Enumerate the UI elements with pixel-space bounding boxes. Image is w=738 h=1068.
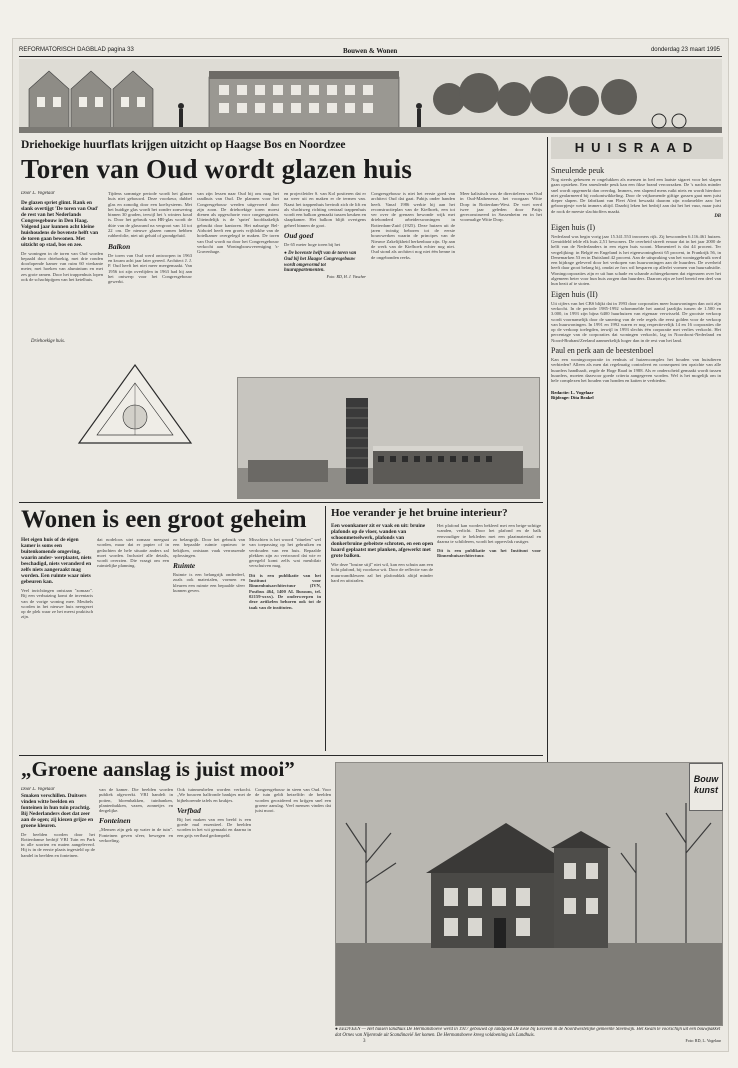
article1-column-2: Tijdens sommige periode wordt het glazen huis niet gebouwd. Deze voorkeur, dubbel glas en zonodig door een koelsysteem. Met het huidige glas wordt het zonder zonwering binnen 30 graden, terwijl het 's winters koud is. Door het gebruik van HR-glas wordt de düte van de glaswand na vergroot van 14 tot 22 cm. De nieuwe glazen ramen hebben rubberfolie, niet uit geluid of grondgeluid. Balkon De toren van Oud werd ontworpen in 1963 en kwam acht jaar later gereed. Architect J. J. P. Oud heeft het niet meer meegemaakt. Van 1956 tot zijn overlijden in 1963 had hij aan het ontwerp voor het Congresgebouw gewerkt.: [108, 191, 192, 285]
article1-byline: Door L. Vogelaar: [21, 191, 55, 196]
paper-name: REFORMATORISCH DAGBLAD pagina 33: [19, 47, 134, 53]
tower-photo-caption: ● De bovenste helft van de toren van Oud bij het Haagse Congresgebouw wordt omgevormd tot huurappartementen.: [284, 251, 357, 274]
article4-sub-verfbad: Verfbad: [177, 805, 201, 815]
article4-column-3: Ook tuinmeubelen worden verkocht. „We bouwen halfronde bankjes met de bijbehorende tafels en krukjes. Verfbad Bij het maken van een beeld is een goede mal essentieel. De beelden worden in het wit gemaakt en daarna in een grijs verfbad gedompeld.: [177, 787, 251, 838]
article1-title: Toren van Oud wordt glazen huis: [21, 154, 413, 184]
article3-note: Dit is een publikatie van het Instituut voor Binnenhuisarchitectuur.: [437, 548, 541, 559]
tower-photo-credit: Foto: RD, H. J. Visscher: [326, 273, 366, 279]
article3-column-1: Een woonkamer zit er vaak en uit: bruine plafonds op de vloer, wanden van schoonmetselwerk, plafonds van donkerbruine gebeitste schroten, en een open haard geplaatst met planken, afgewerkt met grote balken. Wie deze "bruine stijl" niet wil, kan een schuin aan een licht plafond, bij voorkeur wit. Door de reflectie van de muurwandkleuren zal het plafonddak altijd minder hard en uitstralen.: [331, 523, 433, 583]
article4-column-1: Door L. Vogelaar Smaken verschillen. Duitsers vinden witte beelden en fonteinen in hun tuin prachtig. Bij Nederlanders doet dat zeer aan de ogen; zij kiezen grijze en groene kleuren. De beelden worden door het Rotterdamse bedrijf VBI Tuin en Park in alle soorten en maten aangeleverd. Hij is in de eerste plaats ingesteld op de handel in beelden en fonteinen.: [21, 787, 95, 858]
article1-column-6: Meer kalistisch was de directieleen van Oud in Oud-Mathenesse, het voorgaan Witte Dorp in Rotterdam-West. De voet werd twee jaar geleden door Patijs gereconstrueerd in Sassenheim en in het voormalige Witte Dorp.: [460, 191, 542, 223]
article2-column-1: Het eigen huis of de eigen kamer is soms een buitenkomende omgeving, waarin ander- werplaatst, niets beschadigd, niets veranderd en zelfs niets aangeraakt mag worden. Een ruimte waar niets gebeuren kan. Veel inrichtingen ontstaan "zomaar". Bij een verhuizing komt de inventaris van de vorige woning mee. Meubels worden in het nieuwe huis neergezet op de plek waar ze het meest praktisch zijn.: [21, 537, 93, 620]
article2-lead: Het eigen huis of de eigen kamer is soms een buitenkomende omgeving, waarin ander- werplaatst, niets beschadigd, niets veranderd en zelfs niets aangeraakt mag worden. Een ruimte waar niets gebeuren kan.: [21, 537, 92, 585]
article1-column-4: en projectleider S. van Kol positeren dat er na weer uit en maken er de termen van. Naast het trappenhuis bevindt zich de lift en als vluchtweg richting centraal trappenhuis wordt een balkon gemaakt tussen keuken en slaapkamer. Het balkon blijft overigens geheel binnen de goot. Oud goed De 65 meter hoge toren bij het ● De bovenste helft van de toren van Oud bij het Haagse Congresgebouw wordt omgevormd tot huurappartementen. Foto: RD, H. J. Visscher: [284, 191, 366, 279]
header-illustration: [19, 59, 722, 133]
article1-column-3: van zijn lessen naar Oud bij ons mag het raadhuis van Oud. De plannen voor het Congresgebouw werden uitgevoerd door zijn zoon. De driehoekige toren moest dienen als opgeschorte voor congresgasten. Uiteindelijk is de 'spriet' hoofdzakelijk gebruikt door kantoren. Het naburige Bel-Airhotel heeft een groeis vrijblokhe van de hotelkamer overgelegd te maken. De toren van Oud wordt na door het Congresgebouw verkocht aan Woningbouwvereniging 's-Gravenhage.: [197, 191, 279, 255]
article2-column-4: Misschien is het woord "rituelen" wel van toepassing op het gebruiken en verdouden van een huis. Bepaalde plekken zijn zo vertrouwd dat wie er geregeld komt zelfs wat meubilair verschuiven mag. Dit is een publikatie van het Instituut voor Binnenhuisarchitectuur (IVN, Postbus 464, 1400 AL Bussum, tel. 02159-xxxx). De onderwerpen in deze artikelen behoren ook tot de taak van de instituten.: [249, 537, 321, 610]
article2-column-3: zo belangrijk. Door het gebruik van een bepaalde ruimte opnieuw te bekijken, ontstaan vaak verrassende oplossingen. Ruimte Ruimte is een belangrijk onderdeel, zoals ook materialen, vormen en kleuren een ruimte een bepaalde sfeer kunnen geven.: [173, 537, 245, 594]
floorplan-caption: Driehoekige huis.: [31, 339, 66, 344]
article2-title: Wonen is een groot geheim: [21, 506, 307, 533]
article1-sub-oudgoed: Oud goed: [284, 231, 314, 241]
article4-sub-fonteinen: Fonteinen: [99, 816, 131, 826]
huisraad-s1-sign: DB: [714, 214, 721, 220]
huisraad-title: HUISRAAD: [574, 140, 700, 155]
article1-kicker: Driehoekige huurflats krijgen uitzicht op Haagse Bos en Noordzee: [21, 139, 346, 151]
page-folio: 3: [363, 1039, 366, 1044]
floorplan-caption-box: [31, 339, 97, 357]
bouwkunst-label: Bouw kunst: [693, 774, 719, 795]
article3-title: Hoe verander je het bruine interieur?: [331, 507, 508, 519]
article2-note: Dit is een publikatie van het Instituut voor Binnenhuisarchitectuur (IVN, Postbus 464, 1400 AL Bussum, tel. 02159-xxxx). De onderwerpen in deze artikelen behoren ook tot de taak van de instituten.: [249, 572, 321, 610]
huisraad-footer-2: Bijdrage: Dita Brakel: [551, 394, 594, 400]
bouwkunst-badge: [689, 763, 723, 811]
floorplan-drawing: [75, 361, 195, 447]
huisraad-s4: Paul en perk aan de beestenboel: [551, 346, 654, 356]
article4-column-2: van de kamer. Die beelden worden publiek afgewerkt. VBI handelt in potten, bloembakken, tuinbanken, plantenbakken, vazen, zonnetjes en dergelijke. Fonteinen „Mensen zijn gek op water in de tuin". Fonteinen geven sfeer, bewegen en verkoeling.: [99, 787, 173, 844]
article1-column-5: Congresgebouw is niet het eerste goed van architect Oud dat gaat. Pabijs onder handen heeft. Vanaf 1986 werkte hij aan het reconstructieplan van de Kiefhoek, een tot ver over de grenzen bewonde wijk met driehonderd arbeiderswoningen in Rotterdam-Zuid (1925). Deze huizen uit de jaren twintig beboren tot de eerste bouwwerken waarin de principes van de Nieuwe Zakelijkheid herkenbaar zijn. Op aan de werk van de Kiefhoek echter nog niet. Oud stond als architect nog niet één benne in de ongebonden reeks.: [371, 191, 455, 260]
huisraad-s2: Eigen huis (I): [551, 222, 595, 232]
newspaper-page: [12, 38, 729, 1052]
huisraad-footer-1: Redactie: L. Vogelaar: [551, 389, 594, 395]
article1-sub-balkon: Balkon: [108, 241, 131, 251]
article1-lead: De glazen spriet glimt. Rank en slank overtijgt 'De toren van Oud' de rest van het Nederlands Congresgebouw in Den Haag. Volgend jaar kunnen acht kleine huishoudens de bovenste helft van de toren gaan bewonen. Met uitzicht op stad, bos en zee.: [21, 199, 99, 248]
tower-photo: [237, 377, 540, 499]
article4-title: „Groene aanslag is juist mooi”: [21, 757, 295, 781]
article4-column-4: Congresgebouw in steen van Oud. Voor de tuin geldt hetzelfde: de beelden worden geoxideerd en krijgen snel een groene aanslag. Veel mensen vinden dat juist mooi.: [255, 787, 331, 814]
article1-column-1: Door L. Vogelaar De glazen spriet glimt. Rank en slank overtijgt 'De toren van Oud' de rest van het Nederlands Congresgebouw in Den Haag. Volgend jaar kunnen acht kleine huishoudens de bovenste helft van de toren gaan bewonen. Met uitzicht op stad, bos en zee. De woningen in de toren van Oud worden bepaald door driehoekig, met drie ronden doorlopende kamer van ruim 60 vierkante meter, met hoeken van aluminium en met zes grote ramen. Door het trappenhuis lopen ook de schachtpijpen van het ketelhuis.: [21, 191, 103, 283]
house-photo-caption: ● EEDVEEN — Het huisen landhuis De Hermanshoeve werd in 1917 gebouwd op landgoed De Eese bij Eesveen in de Noordwestelijke gemeente Steenwijk. Het kwam te voorschijn uit een bouwpakket dat Ornes van Nijenrode uit Scandinavië liet komen. De Hermanshoeve kreeg voldoeninig als Landhuis.: [335, 1027, 721, 1038]
house-photo: [335, 762, 723, 1026]
huisraad-column: Smeulende peuk Nog steeds gebeuren er ongelukken als mensen in bed een laatste sigaret voor het slapen gaan opsteken. Een smeulende peuk kan een fikse brand veroorzaken. De 's nachts minder snel wordt opgemerkt dan overdag. Immers, een slapend mens ruikt niets en wordt hierdoor niet gealarmeerd bij rookontwikkeling. Door de vrijkomende giftige gassen gaat men juist dieper slapen. De fabrikant van Fleet Alert bewaakt daarom zijn rookmelder aan: het geboorpjesje werkt immers altijd. Daarbij leken het bedrijf aan dat het het vuur, maar juist de rook de meeste slachtoffers maakt. DB Eigen huis (I) Nederland was begin vorig jaar 15.341.553 inwoners rijk. Zij bewoonden 6.116.461 huizen. Gemiddeld telde elk huis 2,51 bewoners. De overheid streeft ernaar dat in het jaar 2000 de helft van de Nederlanders in een eigen huis woont. Momenteel is dat 44 procent. Ter vergelijking: in België en Engeland is het eigenwoningbezit 65 procent, in Frankrijk 56, in Denemarken 53 en in Duitsland 42 procent. Aan de uitspraking van het woninggebruik werd een bijdrage geleverd door het verkopen van huurwoningen aan de huurders. De overheid heeft daar groot belang bij, omdat ze fors wil besparen op allerlei vormen van huursubsidie. Woningcorporaties zijn er uit hun schade en schande achtergekomen dat eigenaren over het algemeen beter voor hun huis zorgen dan huurders. Daarom zijn ze heel bereid een deel van hun bezit af te stoten. Eigen huis (II) Uit cijfers van het CBS blijkt dat in 1993 door corporaties meer huurwoningen dan ooit zijn verkocht. In de periode 1985-1992 schommelde het aantal jaarlijks tussen de 1.500 en 3.000, in 1993 zijn bijna 6400 huurhuizen van eigenaar verwisseld. De grootste verkoop wordt voornamelijk door de sanering van de vele regels die eerst golden voor de verkoop van huurwoningen. In 1991 en 1992 waren er nog respectievelijk 14 en 16 corporaties die op de verkoop toelegden, terwijl in 1993 slechts één corporatie met verlies verkocht. Het percentage van de corporaties dat woningen verkocht, lag in Noordoost-Nederland en Noord-Brabant/Zeeland aanmerkelijk hoger dan in de rest van het land. Paul en perk aan de beestenboel Kan een woningcorporatie in eenhuis of huizencomplex het houden van huisdieren verbieden? Alleen als men dat regelmatig controleert en consequent ten opzichte van alle huurders handhaaft, zegde de Hoge Raad in 1988. Als er onderscheid gemaakt wordt tussen huurders, moeten daarvoor goede criteria aangegeven worden. Wel is het mogelijk om in hele complexen het houden van honden en katten te verbieden. Redactie: L. Vogelaar Bijdrage: Dita Brakel: [551, 166, 721, 400]
section-name: Bouwen & Wonen: [343, 47, 398, 55]
huisraad-s3: Eigen huis (II): [551, 289, 598, 299]
huisraad-banner: [551, 137, 723, 159]
issue-date: donderdag 23 maart 1995: [650, 47, 720, 53]
article2-sub-ruimte: Ruimte: [173, 561, 196, 571]
article4-byline: Door L. Vogelaar: [21, 787, 55, 792]
huisraad-s1: Smeulende peuk: [551, 166, 605, 175]
house-photo-credit: Foto: RD, L. Vogelaar: [685, 1038, 721, 1044]
article4-lead: Smaken verschillen. Duitsers vinden witte beelden en fonteinen in hun tuin prachtig. Bij Nederlanders doet dat zeer aan de ogen; zij kiezen grijze en groene kleuren.: [21, 792, 94, 829]
article3-lead: Een woonkamer zit er vaak en uit: bruine plafonds op de vloer, wanden van schoonmetselwerk, plafonds van donkerbruine gebeitste schroten, en een open haard geplaatst met planken, afgewerkt met grote balken.: [331, 523, 433, 559]
house-photo-caption-box: [335, 1027, 721, 1049]
article3-column-2: Het plafond kan worden bekleed met een beige-achtige wanden, verlicht. Door het plafond en de balk eenvoudiger te bekleden met een plaatmateriaal en daarna te schilderen, wordt het oppervlak rustiger. Dit is een publikatie van het Instituut voor Binnenhuisarchitectuur.: [437, 523, 541, 559]
article2-column-2: dat nodeloos uiet zomaar meegaat worden, maar dat er papier of in gedachten de hele situatie anders zal moet worden. Inclusief alle details, wordt overzien. Die vraagt om een ruimtelijke planning.: [97, 537, 169, 569]
